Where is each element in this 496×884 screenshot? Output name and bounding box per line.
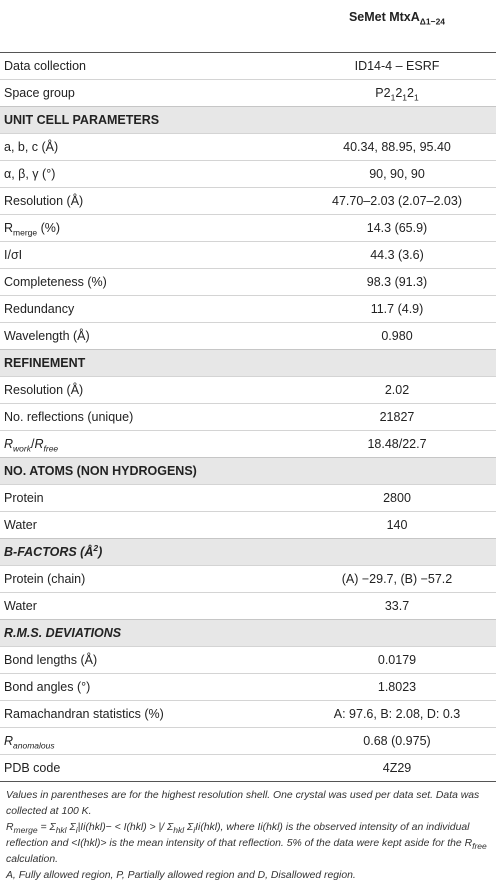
table-row <box>0 377 496 404</box>
row-value: (A) −29.7, (B) −57.2 <box>298 566 496 593</box>
section-header <box>0 620 496 647</box>
row-label: Data collection <box>0 53 298 80</box>
table-row <box>0 215 496 242</box>
row-label: Redundancy <box>0 296 298 323</box>
table-row <box>0 728 496 755</box>
footnote-resolution-shell: Values in parentheses are for the highest resolution shell. One crystal was used per data set. Data was collected at 100 K. <box>6 790 480 817</box>
row-label: I/σI <box>0 242 298 269</box>
header-sample-name: SeMet MtxA$_{\Delta 1-24}$ <box>348 10 446 27</box>
table-footnotes <box>0 782 496 884</box>
row-label: $R_{merge}$ (%) <box>0 215 298 242</box>
table-row <box>0 242 496 269</box>
table-row <box>0 701 496 728</box>
row-label: PDB code <box>0 755 298 782</box>
table-row <box>0 161 496 188</box>
table-row <box>0 755 496 782</box>
row-label: Resolution (Å) <box>0 377 298 404</box>
table-row <box>0 593 496 620</box>
row-label: Bond lengths (Å) <box>0 647 298 674</box>
footnote-rmerge-definition: $R_{merge} = \Sigma_{hkl}$ $\Sigma_i|Ii(hkl)- < I(hkl)$ > |/ $\Sigma_{hkl}$ $\Sigma_iIi(hkl)$, where Ii(hkl) is the observed intensity of an individual reflection and <I(hkl)> is the mean intensity of that reflection. 5% of the data were kept aside for the $R_{free}$ calculation. <box>6 822 487 865</box>
row-value: 33.7 <box>298 593 496 620</box>
row-label: Protein <box>0 485 298 512</box>
table-row <box>0 485 496 512</box>
section-title: R.M.S. DEVIATIONS <box>0 620 496 647</box>
table-row <box>0 647 496 674</box>
row-value: 40.34, 88.95, 95.40 <box>298 134 496 161</box>
section-title: B-FACTORS $(Å^2)$ <box>0 539 496 566</box>
section-title: REFINEMENT <box>0 350 496 377</box>
header-empty-cell <box>0 0 298 53</box>
row-value: 0.980 <box>298 323 496 350</box>
row-value: ID14-4 – ESRF <box>298 53 496 80</box>
row-value: 2800 <box>298 485 496 512</box>
row-label: $R_{anomalous}$ <box>0 728 298 755</box>
table-row <box>0 296 496 323</box>
table-row <box>0 134 496 161</box>
row-value: 21827 <box>298 404 496 431</box>
row-label: Bond angles (°) <box>0 674 298 701</box>
table-row <box>0 431 496 458</box>
row-value: 18.48/22.7 <box>298 431 496 458</box>
section-header <box>0 107 496 134</box>
section-title: NO. ATOMS (NON HYDROGENS) <box>0 458 496 485</box>
row-value: 90, 90, 90 <box>298 161 496 188</box>
row-label: $R_{work}/R_{free}$ <box>0 431 298 458</box>
row-value: 0.68 (0.975) <box>298 728 496 755</box>
table-row <box>0 404 496 431</box>
table-row <box>0 53 496 80</box>
section-title: UNIT CELL PARAMETERS <box>0 107 496 134</box>
row-value: 11.7 (4.9) <box>298 296 496 323</box>
table-row <box>0 269 496 296</box>
row-label: Space group <box>0 80 298 107</box>
row-value: 1.8023 <box>298 674 496 701</box>
row-label: Water <box>0 512 298 539</box>
section-header <box>0 458 496 485</box>
table-row <box>0 188 496 215</box>
row-label: Protein (chain) <box>0 566 298 593</box>
row-value: 47.70–2.03 (2.07–2.03) <box>298 188 496 215</box>
table-row <box>0 566 496 593</box>
row-value: A: 97.6, B: 2.08, D: 0.3 <box>298 701 496 728</box>
row-value: 0.0179 <box>298 647 496 674</box>
row-value: 140 <box>298 512 496 539</box>
table-row <box>0 512 496 539</box>
row-label: No. reflections (unique) <box>0 404 298 431</box>
row-label: Wavelength (Å) <box>0 323 298 350</box>
row-label: a, b, c (Å) <box>0 134 298 161</box>
row-label: Ramachandran statistics (%) <box>0 701 298 728</box>
table-row <box>0 674 496 701</box>
row-value: 4Z29 <box>298 755 496 782</box>
row-value: 98.3 (91.3) <box>298 269 496 296</box>
row-label: Water <box>0 593 298 620</box>
row-label: Completeness (%) <box>0 269 298 296</box>
section-header <box>0 539 496 566</box>
row-label: α, β, γ (°) <box>0 161 298 188</box>
row-value: 14.3 (65.9) <box>298 215 496 242</box>
table-header-row <box>0 0 496 53</box>
row-value: 44.3 (3.6) <box>298 242 496 269</box>
table-row <box>0 80 496 107</box>
footnote-ramachandran-regions: A, Fully allowed region, P, Partially allowed region and D, Disallowed region. <box>6 870 356 881</box>
row-label: Resolution (Å) <box>0 188 298 215</box>
row-value: $P2_12_12_1$ <box>298 80 496 107</box>
table-row <box>0 323 496 350</box>
row-value: 2.02 <box>298 377 496 404</box>
section-header <box>0 350 496 377</box>
